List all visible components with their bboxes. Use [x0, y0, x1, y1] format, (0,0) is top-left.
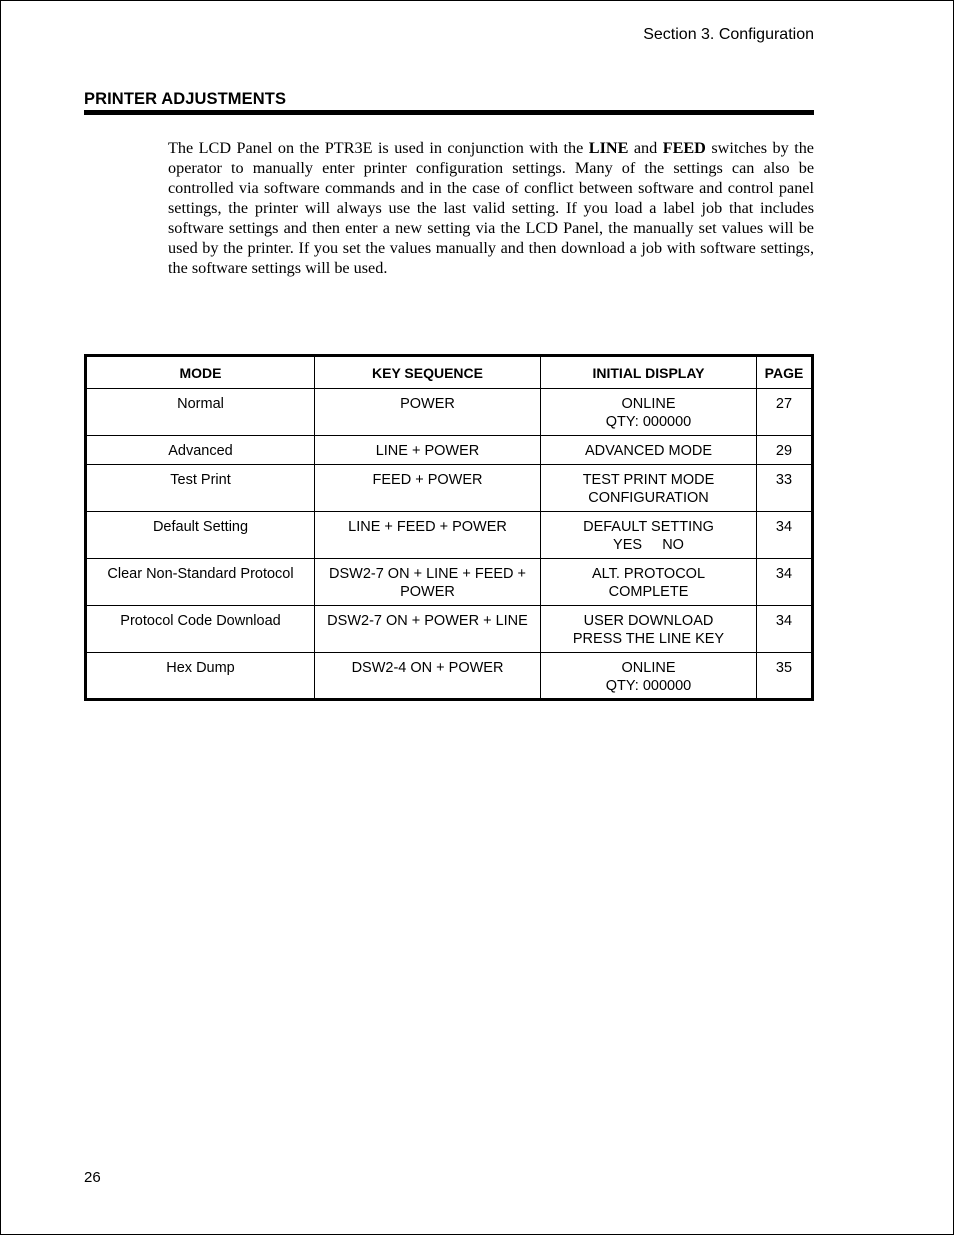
table-row — [86, 512, 813, 559]
key-sequence-cell — [315, 606, 541, 653]
mode-cell: Normal — [86, 389, 315, 436]
display-line: QTY: 000000 — [605, 678, 692, 694]
key-sequence-line: DSW2-4 ON + POWER — [351, 660, 504, 676]
table-header-row — [86, 356, 813, 389]
display-line: COMPLETE — [608, 584, 689, 600]
initial-display-cell — [541, 606, 757, 653]
key-sequence-cell — [315, 653, 541, 700]
header-page: PAGE — [757, 356, 813, 389]
table-row — [86, 389, 813, 436]
key-sequence-line: POWER — [400, 584, 455, 600]
key-sequence-cell — [315, 436, 541, 465]
display-line: PRESS THE LINE KEY — [572, 631, 725, 647]
display-line: ONLINE — [621, 396, 676, 412]
section-title: PRINTER ADJUSTMENTS — [84, 90, 287, 108]
page-cell: 34 — [757, 559, 813, 606]
key-sequence-line: LINE + FEED + POWER — [348, 519, 507, 535]
header-mode: MODE — [86, 356, 315, 389]
display-line: ONLINE — [621, 660, 676, 676]
key-sequence-line: DSW2-7 ON + POWER + LINE — [327, 613, 528, 629]
table-row — [86, 606, 813, 653]
display-line: ALT. PROTOCOL — [591, 566, 706, 582]
table-row — [86, 436, 813, 465]
page-cell: 33 — [757, 465, 813, 512]
feed-key-label: FEED — [662, 139, 706, 157]
initial-display-cell — [541, 512, 757, 559]
page-cell: 29 — [757, 436, 813, 465]
display-line: ADVANCED MODE — [584, 443, 713, 459]
mode-cell: Advanced — [86, 436, 315, 465]
table-row — [86, 653, 813, 700]
header-key-sequence: KEY SEQUENCE — [315, 356, 541, 389]
initial-display-cell — [541, 653, 757, 700]
display-line: USER DOWNLOAD — [583, 613, 714, 629]
key-sequence-cell — [315, 465, 541, 512]
title-rule — [84, 110, 814, 115]
display-line: CONFIGURATION — [588, 490, 709, 506]
key-sequence-cell — [315, 389, 541, 436]
page-number: 26 — [84, 1169, 101, 1186]
mode-cell: Protocol Code Download — [86, 606, 315, 653]
mode-cell: Test Print — [86, 465, 315, 512]
intro-text-and: and — [628, 139, 663, 157]
display-line: QTY: 000000 — [605, 414, 692, 430]
key-sequence-line: POWER — [400, 396, 455, 412]
running-header: Section 3. Configuration — [643, 26, 814, 43]
display-line: TEST PRINT MODE — [582, 472, 715, 488]
key-sequence-cell — [315, 512, 541, 559]
display-line: DEFAULT SETTING — [583, 519, 714, 535]
page-cell: 27 — [757, 389, 813, 436]
key-sequence-line: LINE + POWER — [375, 443, 480, 459]
page-cell: 34 — [757, 512, 813, 559]
initial-display-cell — [541, 389, 757, 436]
page-cell: 35 — [757, 653, 813, 700]
intro-text-2: switches by the operator to manually enter printer configuration settings. Many of the settings can also be controlled via software commands and in the case of conflict between software and control panel settings, the printer will always use the last valid setting. If you load a label job that includes software settings and then enter a new setting via the LCD Panel, the manually set values will be used by the printer. If you set the values manually and then download a job with software settings, the software settings will be used. — [168, 139, 814, 277]
initial-display-cell — [541, 436, 757, 465]
initial-display-cell — [541, 559, 757, 606]
intro-text-1: The LCD Panel on the PTR3E is used in conjunction with the — [168, 139, 589, 157]
line-key-label: LINE — [588, 139, 629, 157]
initial-display-cell — [541, 465, 757, 512]
table-row — [86, 465, 813, 512]
mode-cell: Clear Non-Standard Protocol — [86, 559, 315, 606]
key-sequence-line: DSW2-7 ON + LINE + FEED + — [328, 566, 527, 582]
key-sequence-cell — [315, 559, 541, 606]
modes-table — [84, 354, 814, 701]
display-line: YES NO — [613, 537, 684, 553]
header-initial-display: INITIAL DISPLAY — [541, 356, 757, 389]
key-sequence-line: FEED + POWER — [372, 472, 483, 488]
mode-cell: Hex Dump — [86, 653, 315, 700]
table-row — [86, 559, 813, 606]
intro-paragraph — [168, 138, 814, 278]
page-cell: 34 — [757, 606, 813, 653]
mode-cell: Default Setting — [86, 512, 315, 559]
